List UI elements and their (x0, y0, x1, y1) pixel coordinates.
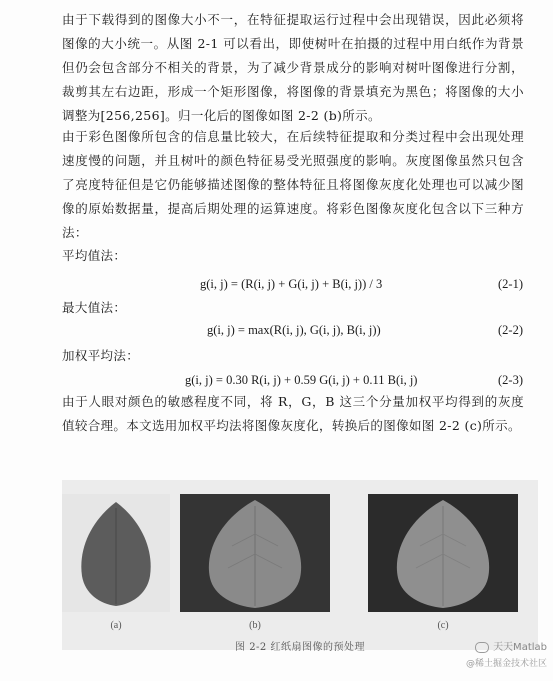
wechat-icon (475, 642, 489, 653)
figure-2-2 (62, 480, 538, 653)
method-label-weighted: 加权平均法： (62, 348, 140, 363)
method-label-average: 平均值法： (62, 248, 127, 263)
equation-number-2-3: (2-3) (498, 373, 523, 387)
figure-panel-a (62, 494, 170, 612)
equation-2-2: g(i, j) = max(R(i, j), G(i, j), B(i, j)) (207, 323, 381, 337)
figure-panel-b (180, 494, 330, 612)
watermark-account: 天天Matlab (493, 642, 547, 653)
paragraph-3: 由于人眼对颜色的敏感程度不同，将 R，G，B 这三个分量加权平均得到的灰度值较合理。本文选用加权平均法将图像灰度化，转换后的图像如图 2-2 (c)所示。 (62, 394, 524, 433)
paragraph-2: 由于彩色图像所包含的信息量比较大，在后续特征提取和分类过程中会出现处理速度慢的问题，并且树叶的颜色特征易受光照强度的影响。灰度图像虽然只包含了亮度特征但是它仍能够描述图像的整体特征且将图像灰度化处理也可以减少图像的原始数据量，提高后期处理的运算速度。将彩色图像灰度化包含以下三种方法： (62, 129, 524, 240)
leaf-image-normalized (180, 494, 330, 612)
equation-2-3: g(i, j) = 0.30 R(i, j) + 0.59 G(i, j) + 0.11 B(i, j) (185, 373, 418, 387)
paragraph-1: 由于下载得到的图像大小不一，在特征提取运行过程中会出现错误，因此必须将图像的大小统一。从图 2-1 可以看出，即使树叶在拍摄的过程中用白纸作为背景但仍会包含部分不相关的背景，为了减少背景成分的影响对树叶图像进行分割，裁剪其左右边距，形成一个矩形图像，将图像的背景填充为黑色；将图像的大小调整为[256,256]。归一化后的图像如图 2-2 (b)所示。 (62, 12, 524, 123)
watermark-juejin: @稀土掘金技术社区 (465, 659, 547, 669)
figure-panel-c (368, 494, 518, 612)
leaf-image-original (62, 494, 170, 612)
panel-label-c: (c) (437, 620, 449, 631)
panel-label-b: (b) (249, 620, 261, 631)
equation-number-2-2: (2-2) (498, 323, 523, 337)
panel-label-a: (a) (110, 620, 122, 631)
method-label-max: 最大值法： (62, 300, 127, 315)
leaf-image-grayscale (368, 494, 518, 612)
watermark-wechat (475, 638, 547, 653)
equation-2-1: g(i, j) = (R(i, j) + G(i, j) + B(i, j)) / 3 (200, 277, 383, 291)
figure-caption: 图 2-2 红纸扇图像的预处理 (235, 642, 365, 653)
equation-number-2-1: (2-1) (498, 277, 523, 291)
